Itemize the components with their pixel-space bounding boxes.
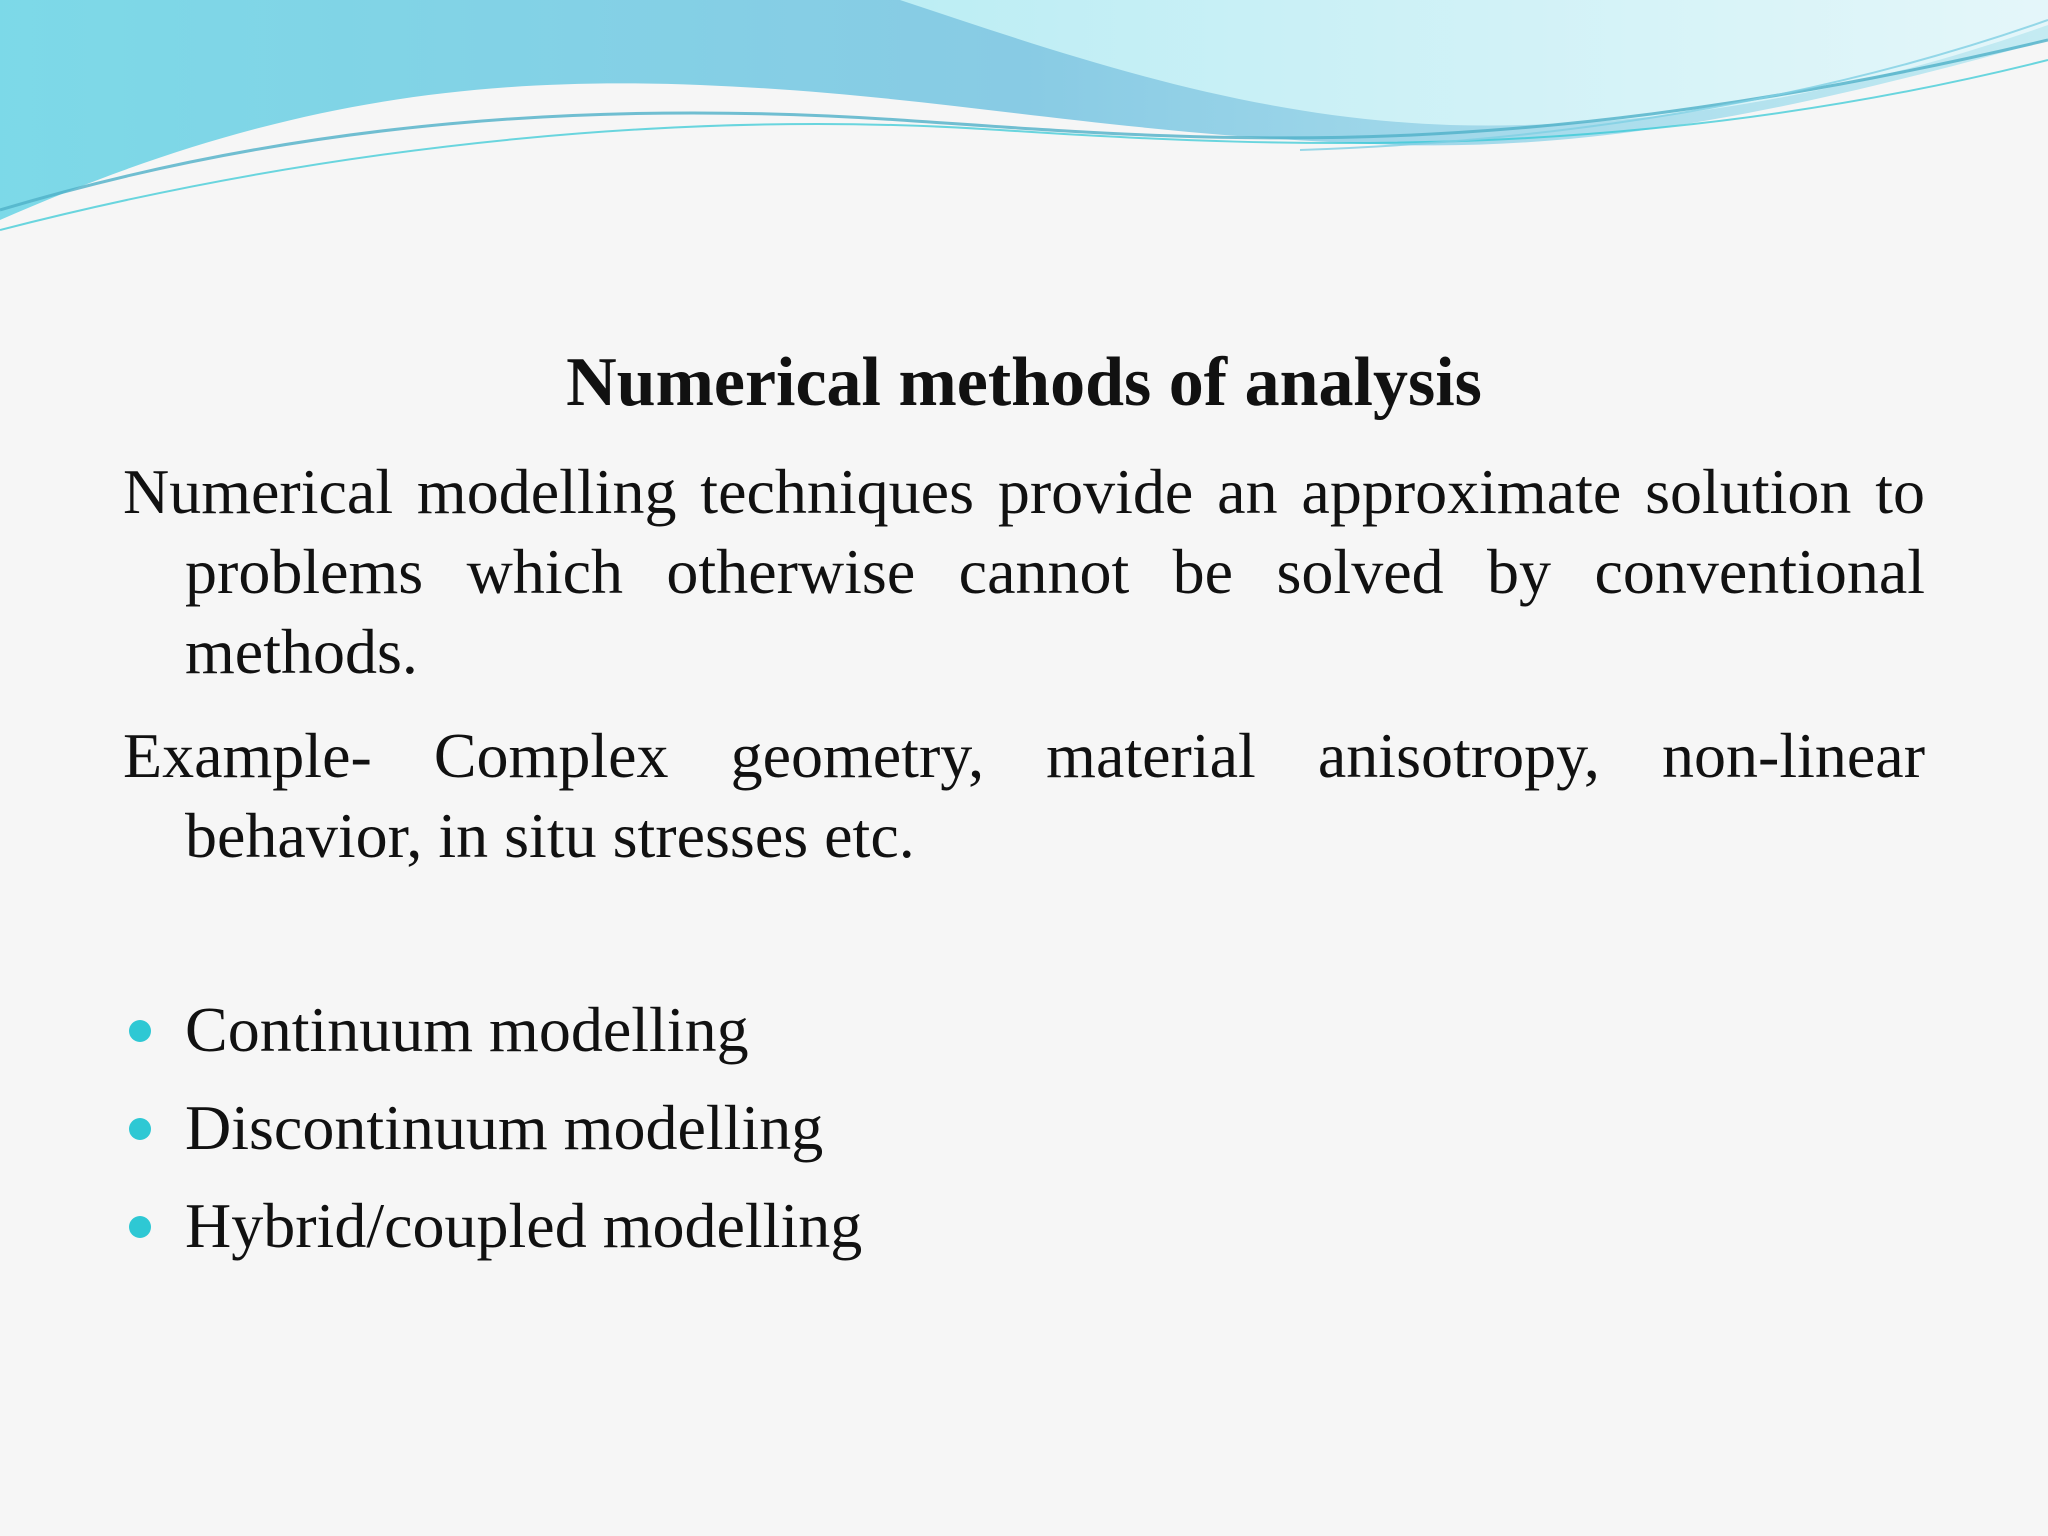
bullet-item-hybrid (123, 1186, 862, 1284)
bullet-text: Continuum modelling (185, 994, 749, 1065)
paragraph-definition: Numerical modelling techniques provide an approximate solution to problems which otherwise cannot be solved by conventional methods. (123, 456, 1925, 687)
bullet-item-continuum (123, 990, 862, 1088)
bullet-list (123, 990, 862, 1284)
wave-banner-decoration (0, 0, 2048, 240)
bullet-item-discontinuum (123, 1088, 862, 1186)
filled-circle-icon (129, 1216, 151, 1238)
bullet-text: Discontinuum modelling (185, 1092, 824, 1163)
slide-title: Numerical methods of analysis (566, 344, 1482, 421)
paragraph-example: Example- Complex geometry, material anisotropy, non-linear behavior, in situ stresses etc. (123, 720, 1925, 871)
filled-circle-icon (129, 1020, 151, 1042)
bullet-text: Hybrid/coupled modelling (185, 1190, 863, 1261)
filled-circle-icon (129, 1118, 151, 1140)
